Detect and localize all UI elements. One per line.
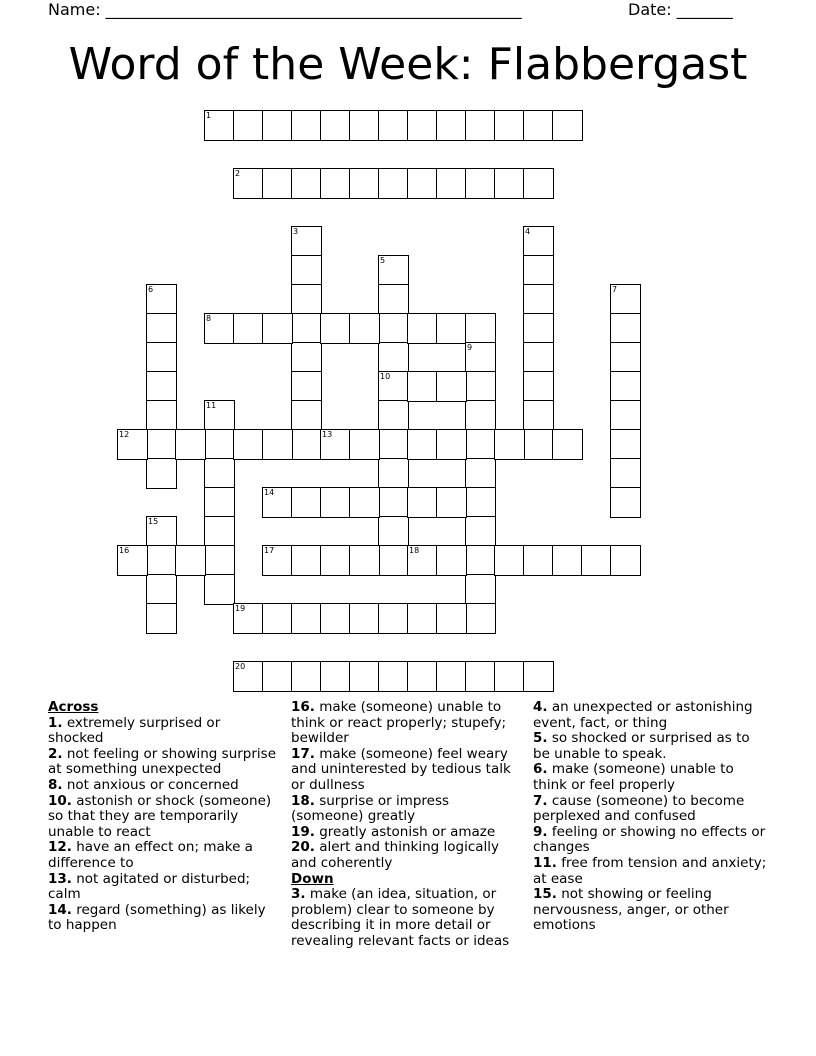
clue-down-3: 3. make (an idea, situation, or problem) clear to someone by describing it in more detail or revealing relevant facts or ideas	[291, 886, 510, 949]
clue-across-2: 2. not feeling or showing surprise at something unexpected	[48, 745, 277, 778]
grid-cell[interactable]	[146, 342, 177, 373]
grid-cell[interactable]	[494, 545, 525, 576]
name-field[interactable]: Name: ____________________________________________________	[48, 0, 522, 19]
clue-across-19: 19. greatly astonish or amaze	[291, 823, 496, 840]
grid-cell[interactable]	[204, 429, 235, 460]
grid-cell[interactable]	[378, 313, 409, 344]
grid-cell[interactable]	[349, 603, 380, 634]
grid-cell[interactable]	[291, 545, 322, 576]
grid-cell[interactable]	[146, 516, 177, 547]
grid-cell[interactable]	[378, 371, 409, 402]
grid-cell[interactable]	[465, 458, 496, 489]
grid-cell[interactable]	[378, 168, 409, 199]
clue-across-17: 17. make (someone) feel weary and uninterested by tedious talk or dullness	[291, 745, 511, 793]
grid-cell[interactable]	[610, 371, 641, 402]
grid-cell[interactable]	[378, 458, 409, 489]
grid-cell[interactable]	[146, 429, 177, 460]
grid-cell[interactable]	[146, 371, 177, 402]
grid-cell[interactable]	[349, 545, 380, 576]
grid-cell[interactable]	[291, 110, 322, 141]
clue-number: 11	[206, 401, 217, 410]
clue-number: 3	[293, 227, 299, 236]
grid-cell[interactable]	[262, 661, 293, 692]
grid-cell[interactable]	[494, 661, 525, 692]
grid-cell[interactable]	[204, 545, 235, 576]
clue-number: 4	[525, 227, 531, 236]
grid-cell[interactable]	[581, 545, 612, 576]
grid-cell[interactable]	[465, 313, 496, 344]
clue-number: 12	[119, 430, 130, 439]
grid-cell[interactable]	[610, 313, 641, 344]
grid-cell[interactable]	[378, 255, 409, 286]
grid-cell[interactable]	[436, 487, 467, 518]
grid-cell[interactable]	[465, 603, 496, 634]
clue-across-1: 1. extremely surprised or shocked	[48, 714, 221, 747]
clue-across-20: 20. alert and thinking logically and coherently	[291, 839, 500, 871]
grid-cell[interactable]	[320, 168, 351, 199]
grid-cell[interactable]	[204, 400, 235, 431]
clues-column-2	[291, 700, 523, 950]
grid-cell[interactable]	[465, 545, 496, 576]
grid-cell[interactable]	[378, 284, 409, 315]
grid-cell[interactable]	[204, 574, 235, 605]
grid-cell[interactable]	[407, 313, 438, 344]
grid-cell[interactable]	[175, 429, 206, 460]
clue-across-8: 8. not anxious or concerned	[48, 776, 239, 793]
clue-number: 5	[380, 256, 386, 265]
grid-cell[interactable]	[436, 661, 467, 692]
grid-cell[interactable]	[523, 429, 554, 460]
grid-cell[interactable]	[523, 168, 554, 199]
grid-cell[interactable]	[610, 545, 641, 576]
grid-cell[interactable]	[378, 429, 409, 460]
grid-cell[interactable]	[117, 429, 148, 460]
grid-cell[interactable]	[610, 342, 641, 373]
clue-across-16: 16. make (someone) unable to think or react properly; stupefy; bewilder	[291, 699, 507, 747]
grid-cell[interactable]	[407, 168, 438, 199]
grid-cell[interactable]	[291, 603, 322, 634]
grid-cell[interactable]	[117, 545, 148, 576]
grid-cell[interactable]	[523, 371, 554, 402]
grid-cell[interactable]	[436, 603, 467, 634]
grid-cell[interactable]	[291, 371, 322, 402]
grid-cell[interactable]	[465, 168, 496, 199]
grid-cell[interactable]	[349, 661, 380, 692]
clue-across-13: 13. not agitated or disturbed; calm	[48, 870, 251, 903]
grid-cell[interactable]	[262, 487, 293, 518]
clue-number: 6	[148, 285, 154, 294]
grid-cell[interactable]	[349, 487, 380, 518]
clue-number: 15	[148, 517, 159, 526]
grid-cell[interactable]	[436, 168, 467, 199]
clue-across-12: 12. have an effect on; make a difference to	[48, 839, 253, 871]
clue-number: 2	[235, 169, 241, 178]
grid-cell[interactable]	[523, 313, 554, 344]
grid-cell[interactable]	[552, 429, 583, 460]
grid-cell[interactable]	[146, 545, 177, 576]
grid-cell[interactable]	[146, 313, 177, 344]
grid-cell[interactable]	[233, 661, 264, 692]
grid-cell[interactable]	[436, 429, 467, 460]
grid-cell[interactable]	[146, 603, 177, 634]
grid-cell[interactable]	[407, 661, 438, 692]
grid-cell[interactable]	[610, 284, 641, 315]
grid-cell[interactable]	[465, 516, 496, 547]
grid-cell[interactable]	[349, 110, 380, 141]
grid-cell[interactable]	[349, 168, 380, 199]
grid-cell[interactable]	[552, 110, 583, 141]
date-field[interactable]: Date: _______	[628, 0, 733, 19]
grid-cell[interactable]	[204, 458, 235, 489]
grid-cell[interactable]	[407, 603, 438, 634]
grid-cell[interactable]	[407, 371, 438, 402]
grid-cell[interactable]	[407, 545, 438, 576]
grid-cell[interactable]	[204, 487, 235, 518]
grid-cell[interactable]	[378, 516, 409, 547]
grid-cell[interactable]	[233, 429, 264, 460]
grid-cell[interactable]	[320, 487, 351, 518]
clue-across-14: 14. regard (something) as likely to happen	[48, 901, 266, 934]
grid-cell[interactable]	[436, 371, 467, 402]
grid-cell[interactable]	[436, 313, 467, 344]
grid-cell[interactable]	[291, 661, 322, 692]
grid-cell[interactable]	[291, 342, 322, 373]
grid-cell[interactable]	[146, 284, 177, 315]
grid-cell[interactable]	[291, 168, 322, 199]
down-heading: Down	[291, 870, 334, 887]
grid-cell[interactable]	[320, 429, 351, 460]
grid-cell[interactable]	[378, 342, 409, 373]
grid-cell[interactable]	[523, 400, 554, 431]
grid-cell[interactable]	[523, 284, 554, 315]
clue-number: 8	[206, 314, 212, 323]
clue-across-18: 18. surprise or impress (someone) greatly	[291, 792, 450, 825]
grid-cell[interactable]	[552, 545, 583, 576]
grid-cell[interactable]	[233, 168, 264, 199]
grid-cell[interactable]	[465, 487, 496, 518]
clues-column-3	[533, 700, 768, 934]
clue-number: 18	[409, 546, 420, 555]
grid-cell[interactable]	[262, 168, 293, 199]
grid-cell[interactable]	[320, 110, 351, 141]
grid-cell[interactable]	[465, 661, 496, 692]
grid-cell[interactable]	[204, 110, 235, 141]
clue-number: 13	[322, 430, 333, 439]
grid-cell[interactable]	[320, 545, 351, 576]
clue-number: 9	[467, 343, 473, 352]
grid-cell[interactable]	[610, 400, 641, 431]
grid-cell[interactable]	[436, 110, 467, 141]
grid-cell[interactable]	[465, 400, 496, 431]
grid-cell[interactable]	[204, 516, 235, 547]
clue-number: 20	[235, 662, 246, 671]
grid-cell[interactable]	[291, 226, 322, 257]
clue-down-4: 4. an unexpected or astonishing event, fact, or thing	[533, 699, 753, 731]
grid-cell[interactable]	[349, 429, 380, 460]
grid-cell[interactable]	[407, 110, 438, 141]
grid-cell[interactable]	[610, 458, 641, 489]
across-heading: Across	[48, 699, 99, 715]
clue-number: 14	[264, 488, 275, 497]
grid-cell[interactable]	[146, 458, 177, 489]
grid-cell[interactable]	[494, 110, 525, 141]
grid-cell[interactable]	[465, 371, 496, 402]
grid-cell[interactable]	[146, 574, 177, 605]
grid-cell[interactable]	[465, 110, 496, 141]
clue-down-6: 6. make (someone) unable to think or feel properly	[533, 761, 734, 793]
grid-cell[interactable]	[262, 429, 293, 460]
grid-cell[interactable]	[378, 545, 409, 576]
clue-number: 16	[119, 546, 130, 555]
grid-cell[interactable]	[175, 545, 206, 576]
clue-down-15: 15. not showing or feeling nervousness, anger, or other emotions	[533, 886, 729, 934]
grid-cell[interactable]	[262, 603, 293, 634]
grid-cell[interactable]	[407, 487, 438, 518]
clue-number: 19	[235, 604, 246, 613]
grid-cell[interactable]	[320, 313, 351, 344]
grid-cell[interactable]	[465, 574, 496, 605]
grid-cell[interactable]	[610, 429, 641, 460]
grid-cell[interactable]	[523, 226, 554, 257]
grid-cell[interactable]	[378, 603, 409, 634]
clue-number: 1	[206, 111, 212, 120]
grid-cell[interactable]	[291, 429, 322, 460]
grid-cell[interactable]	[378, 487, 409, 518]
grid-cell[interactable]	[233, 313, 264, 344]
grid-cell[interactable]	[146, 400, 177, 431]
clue-down-9: 9. feeling or showing no effects or changes	[533, 823, 766, 856]
grid-cell[interactable]	[465, 342, 496, 373]
grid-cell[interactable]	[407, 429, 438, 460]
grid-cell[interactable]	[610, 487, 641, 518]
grid-cell[interactable]	[349, 313, 380, 344]
clue-across-10: 10. astonish or shock (someone) so that they are temporarily unable to react	[48, 792, 272, 840]
clue-number: 10	[380, 372, 391, 381]
grid-cell[interactable]	[523, 661, 554, 692]
grid-cell[interactable]	[291, 313, 322, 344]
grid-cell[interactable]	[465, 429, 496, 460]
grid-cell[interactable]	[291, 487, 322, 518]
grid-cell[interactable]	[320, 603, 351, 634]
grid-cell[interactable]	[262, 313, 293, 344]
grid-cell[interactable]	[291, 255, 322, 286]
grid-cell[interactable]	[378, 661, 409, 692]
grid-cell[interactable]	[523, 342, 554, 373]
clue-number: 17	[264, 546, 275, 555]
grid-cell[interactable]	[204, 313, 235, 344]
grid-cell[interactable]	[378, 400, 409, 431]
grid-cell[interactable]	[523, 255, 554, 286]
header	[48, 0, 768, 20]
clue-down-7: 7. cause (someone) to become perplexed and confused	[533, 792, 745, 825]
grid-cell[interactable]	[262, 545, 293, 576]
grid-cell[interactable]	[523, 545, 554, 576]
grid-cell[interactable]	[320, 661, 351, 692]
clue-down-5: 5. so shocked or surprised as to be unable to speak.	[533, 730, 750, 762]
grid-cell[interactable]	[494, 429, 525, 460]
clue-number: 7	[612, 285, 618, 294]
grid-cell[interactable]	[291, 400, 322, 431]
grid-cell[interactable]	[233, 110, 264, 141]
clues-column-1	[48, 700, 280, 934]
grid-cell[interactable]	[233, 603, 264, 634]
grid-cell[interactable]	[378, 110, 409, 141]
page-title: Word of the Week: Flabbergast	[68, 39, 748, 90]
clue-down-11: 11. free from tension and anxiety; at ease	[533, 854, 767, 887]
grid-cell[interactable]	[494, 168, 525, 199]
grid-cell[interactable]	[291, 284, 322, 315]
grid-cell[interactable]	[436, 545, 467, 576]
grid-cell[interactable]	[523, 110, 554, 141]
grid-cell[interactable]	[262, 110, 293, 141]
